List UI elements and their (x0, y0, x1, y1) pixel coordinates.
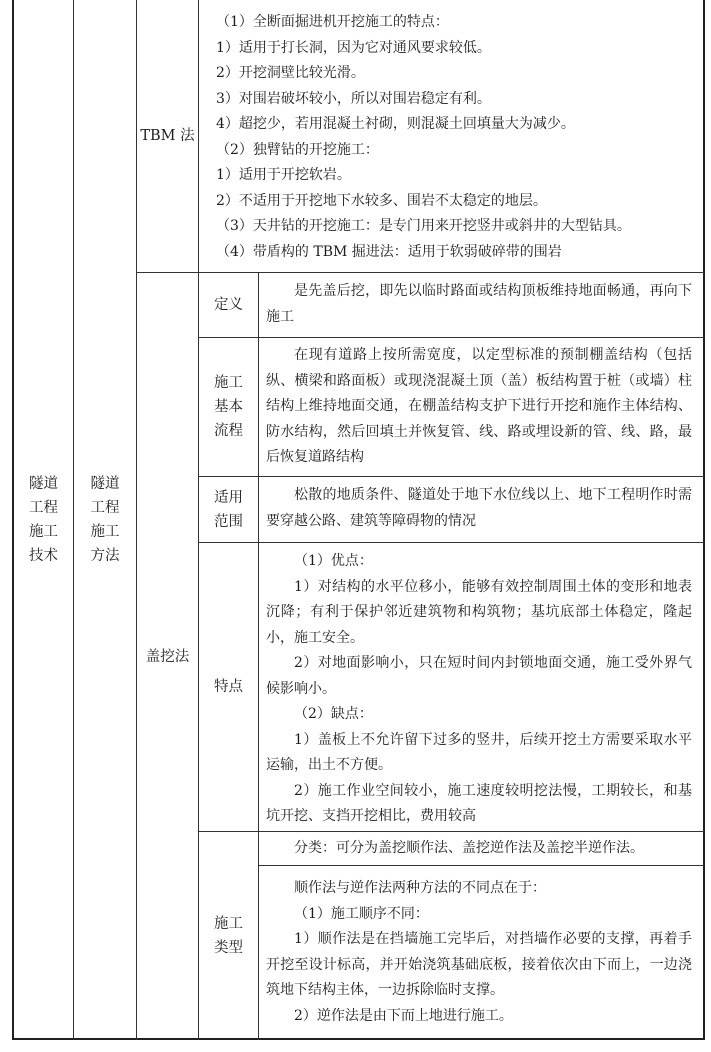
disadvantage-item: 2）施工作业空间较小，施工速度较明挖法慢，工期较长，和基坑开挖、支挡开挖相比，费用较高 (266, 782, 692, 824)
order-item: 1）顺作法是在挡墙施工完毕后，对挡墙作必要的支撑，再着手开挖至设计标高，并开始浇筑基础底板，接着依次由下而上，一边浇筑地下结构主体，一边拆除临时支撑。 (266, 931, 692, 998)
text-line: 1）适用于打长洞，因为它对通风要求较低。 (216, 39, 491, 56)
definition-text: 是先盖后挖，即先以临时路面或结构顶板维持地面畅通，再向下施工 (266, 283, 692, 325)
advantages-title: （1）优点： (294, 553, 373, 569)
text-line: （1）全断面掘进机开挖施工的特点： (216, 14, 449, 30)
definition-label: 定义 (214, 297, 243, 313)
process-label: 施工 基本 流程 (214, 375, 243, 439)
disadvantage-item: 1）盖板上不允许留下过多的竖井，后续开挖土方需要采取水平运输，出土不方便。 (266, 731, 692, 773)
category-cell (14, 0, 73, 1040)
text-line: 1）适用于开挖软岩。 (216, 167, 351, 183)
divider (258, 272, 259, 1040)
subcategory-char: 隧道 (90, 476, 120, 492)
process-text: 在现有道路上按所需宽度，以定型标准的预制棚盖结构（包括纵、横梁和路面板）或现浇混凝土顶（盖）板结构置于桩（或墙）柱结构上维持地面交通，在棚盖结构支护下进行开挖和施作主体结构、防水结构，然后回填土并恢复管、线、路或埋设新的管、线、路，最后恢复道路结构 (266, 347, 692, 465)
category-char: 施工 (29, 524, 58, 540)
divider (198, 831, 705, 832)
text-line: 2）开挖洞壁比较光滑。 (216, 65, 365, 81)
divider (198, 476, 705, 477)
types-difference (266, 876, 692, 1029)
order-item: 2）逆作法是由下而上地进行施工。 (294, 1007, 513, 1024)
category-char: 隧道 (29, 476, 58, 492)
text-line: （4）带盾构的 TBM 掘进法：适用于软弱破碎带的围岩 (216, 243, 562, 260)
types-classification: 分类：可分为盖挖顺作法、盖挖逆作法及盖挖半逆作法。 (294, 840, 644, 856)
text-line: 2）不适用于开挖地下水较多、围岩不太稳定的地层。 (216, 192, 547, 209)
advantage-item: 1）对结构的水平位移小，能够有效控制周围土体的变形和地表沉降；有利于保护邻近建筑物和构筑物；基坑底部土体稳定，隆起小，施工安全。 (266, 578, 692, 646)
subcategory-cell (74, 0, 136, 1040)
text-line: （2）独臂钻的开挖施工： (216, 141, 379, 158)
category-char: 技术 (29, 548, 58, 564)
text-line: 4）超挖少，若用混凝土衬砌，则混凝土回填量大为减少。 (216, 116, 575, 132)
divider (198, 542, 705, 543)
method-label-gaiwa: 盖挖法 (145, 648, 190, 665)
category-char: 工程 (29, 500, 58, 516)
divider (198, 337, 705, 338)
advantage-item: 2）对地面影响小，只在短时间内封锁地面交通，施工受外界气候影响小。 (266, 655, 692, 697)
types-label: 施工 类型 (214, 916, 243, 956)
tbm-content (216, 10, 696, 265)
subcategory-char: 工程 (90, 500, 120, 516)
text-line: 3）对围岩破坏较小，所以对围岩稳定有利。 (216, 90, 491, 107)
text-line: （3）天井钻的开挖施工：是专门用来开挖竖井或斜井的大型钻具。 (216, 218, 631, 234)
features-text (266, 549, 692, 830)
order-title: （1）施工顺序不同： (294, 905, 429, 922)
subcategory-char: 施工 (90, 524, 120, 540)
method-label-tbm: TBM 法 (140, 128, 195, 144)
features-label: 特点 (214, 679, 243, 695)
scope-text: 松散的地质条件、隧道处于地下水位线以上、地下工程明作时需要穿越公路、建筑等障碍物的情况 (266, 487, 692, 529)
divider (258, 865, 705, 866)
disadvantages-title: （2）缺点： (294, 706, 373, 722)
subcategory-char: 方法 (90, 548, 120, 564)
difference-title: 顺作法与逆作法两种方法的不同点在于： (294, 880, 546, 896)
scope-label: 适用 范围 (214, 489, 243, 530)
